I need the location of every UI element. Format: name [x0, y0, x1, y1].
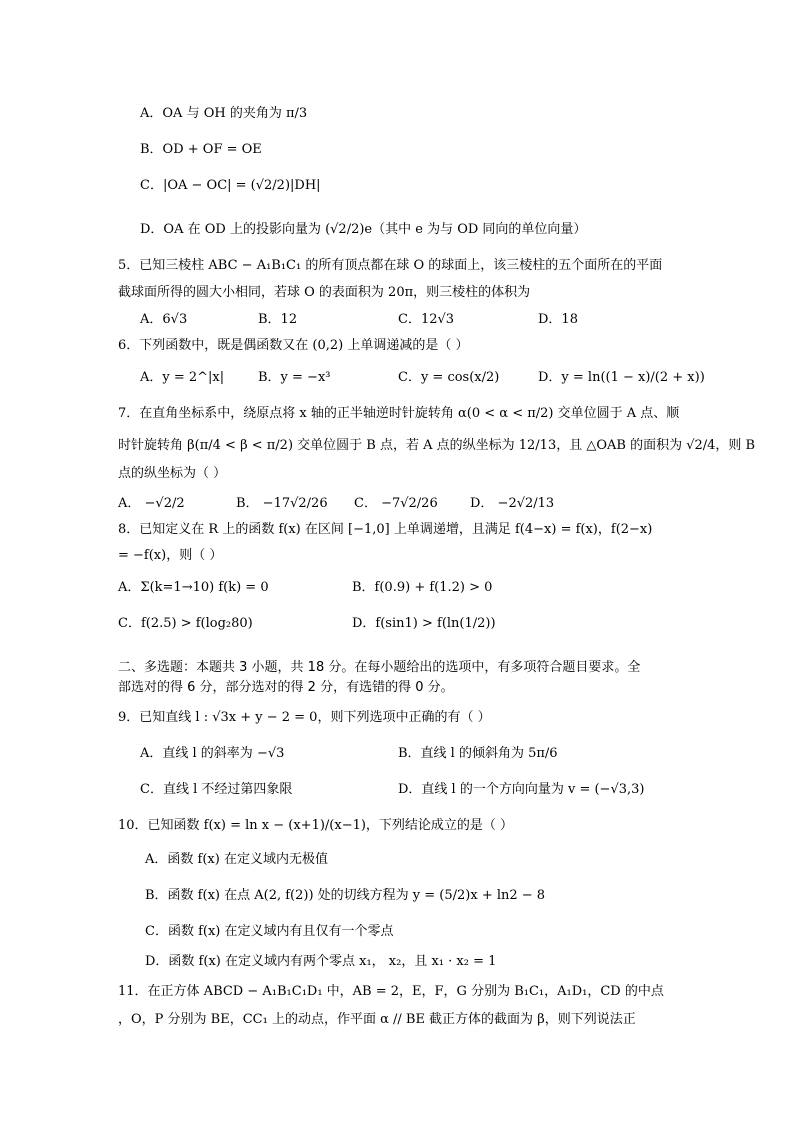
q9-stem: 9．已知直线 l : √3x + y − 2 = 0，则下列选项中正确的有（ ） — [118, 710, 491, 725]
q4-option-b: B．OD + OF = OE — [140, 142, 262, 157]
section-2-header-line2: 部选对的得 6 分，部分选对的得 2 分，有选错的得 0 分。 — [118, 680, 454, 695]
q10-stem: 10．已知函数 f(x) = ln x − (x+1)/(x−1)，下列结论成立的是（ ） — [118, 818, 514, 833]
q10-option-b: B．函数 f(x) 在点 A(2, f(2)) 处的切线方程为 y = (5/2)x + ln2 − 8 — [145, 888, 546, 903]
q6-stem: 6．下列函数中，既是偶函数又在 (0,2) 上单调递减的是（ ） — [118, 338, 469, 353]
q10-option-d: D．函数 f(x) 在定义域内有两个零点 x₁， x₂，且 x₁ · x₂ = 1 — [145, 954, 497, 969]
q5-option-d: D．18 — [538, 312, 578, 327]
q7-stem-line1: 7．在直角坐标系中，绕原点将 x 轴的正半轴逆时针旋转角 α(0 < α < π/2) 交单位圆于 A 点、顺 — [118, 406, 680, 421]
q9-option-b: B．直线 l 的倾斜角为 5π/6 — [398, 746, 558, 761]
q10-option-c: C．函数 f(x) 在定义域内有且仅有一个零点 — [145, 924, 394, 939]
q8-option-c: C．f(2.5) > f(log₂80) — [118, 616, 253, 631]
q5-option-b: B．12 — [258, 312, 298, 327]
q8-option-b: B．f(0.9) + f(1.2) > 0 — [352, 580, 493, 595]
q7-option-b: B． −17√2/26 — [236, 496, 328, 511]
q5-option-a: A．6√3 — [140, 312, 188, 327]
q8-option-d: D．f(sin1) > f(ln(1/2)) — [352, 616, 496, 631]
q7-stem-line2: 时针旋转角 β(π/4 < β < π/2) 交单位圆于 B 点，若 A 点的纵坐标为 12/13，且 △OAB 的面积为 √2/4，则 B — [118, 438, 756, 453]
q9-option-d: D．直线 l 的一个方向向量为 v = (−√3,3) — [398, 782, 645, 797]
q5-stem-line2: 截球面所得的圆大小相同，若球 O 的表面积为 20π，则三棱柱的体积为 — [118, 285, 531, 300]
q8-stem-line2: = −f(x)，则（ ） — [118, 548, 223, 563]
q4-option-c: C．|OA − OC| = (√2/2)|DH| — [140, 178, 321, 193]
q10-option-a: A．函数 f(x) 在定义域内无极值 — [145, 852, 328, 867]
q9-option-c: C．直线 l 不经过第四象限 — [140, 782, 293, 797]
q7-stem-line3: 点的纵坐标为（ ） — [118, 466, 227, 481]
q11-stem-line2: ，O，P 分别为 BE，CC₁ 上的动点，作平面 α // BE 截正方体的截面为 β，则下列说法正 — [118, 1012, 636, 1027]
section-2-header-line1: 二、多选题：本题共 3 小题，共 18 分。在每小题给出的选项中，有多项符合题目要求。全 — [118, 660, 641, 675]
q7-option-d: D． −2√2/13 — [470, 496, 555, 511]
q8-stem-line1: 8．已知定义在 R 上的函数 f(x) 在区间 [−1,0] 上单调递增，且满足 f(4−x) = f(x)，f(2−x) — [118, 522, 653, 537]
q8-option-a: A．Σ(k=1→10) f(k) = 0 — [118, 580, 269, 595]
q5-stem-line1: 5．已知三棱柱 ABC − A₁B₁C₁ 的所有顶点都在球 O 的球面上，该三棱柱的五个面所在的平面 — [118, 258, 663, 273]
q6-option-b: B．y = −x³ — [258, 370, 331, 385]
q11-stem-line1: 11．在正方体 ABCD − A₁B₁C₁D₁ 中，AB = 2，E，F，G 分别为 B₁C₁，A₁D₁，CD 的中点 — [118, 984, 664, 999]
q4-option-a: A．OA 与 OH 的夹角为 π/3 — [140, 106, 308, 121]
q6-option-a: A．y = 2^|x| — [140, 370, 225, 385]
q7-option-a: A． −√2/2 — [118, 496, 185, 511]
q9-option-a: A．直线 l 的斜率为 −√3 — [140, 746, 285, 761]
q5-option-c: C．12√3 — [398, 312, 455, 327]
q4-option-d: D．OA 在 OD 上的投影向量为 (√2/2)e（其中 e 为与 OD 同向的单位向量） — [140, 222, 587, 237]
q6-option-d: D．y = ln((1 − x)/(2 + x)) — [538, 370, 705, 385]
q7-option-c: C． −7√2/26 — [354, 496, 438, 511]
q6-option-c: C．y = cos(x/2) — [398, 370, 500, 385]
